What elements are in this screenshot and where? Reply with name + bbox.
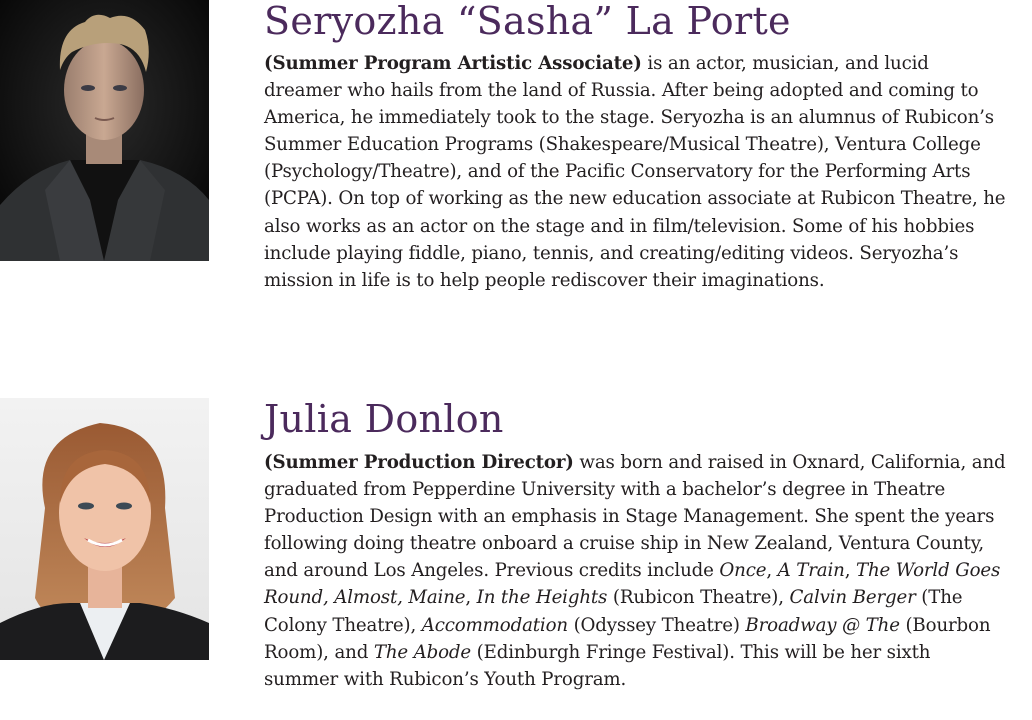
bio-text: , [465, 587, 477, 609]
bio-text: (Odyssey Theatre) [567, 614, 746, 636]
credit-title: Once [719, 560, 767, 582]
credit-title: Broadway @ The [745, 614, 900, 636]
bio-paragraph [264, 449, 1009, 693]
credit-title: The Abode [373, 641, 472, 663]
bio-text: is an actor, musician, and lucid dreamer who hails from the land of Russia. After being adopted and coming to America, he immediately took to the stage. Seryozha is an alumnus of Rubicon’s Summer Education Programs (Shakespeare/Musical Theatre), Ventura College (Psychology/Theatre), and of the Pacific Conservatory for the Performing Arts (PCPA). On top of working as the new education associate at Rubicon Theatre, he also works as an actor on the stage and in film/television. Some of his hobbies include playing fiddle, piano, tennis, and creating/editing videos. Seryozha’s mission in life is to help people rediscover their imaginations. [264, 53, 1006, 291]
credit-title: In the Heights [476, 587, 608, 609]
credit-title: The World Goes Round, Almost, Maine [264, 560, 1001, 609]
portrait-photo-man [0, 0, 209, 261]
role-title: (Summer Program Artistic Associate) [264, 53, 642, 74]
person-name: Seryozha “Sasha” La Porte [264, 0, 791, 43]
bio-text: , [766, 560, 778, 582]
bio-text: (Rubicon Theatre), [607, 587, 790, 609]
bio-paragraph [264, 50, 1009, 294]
portrait-photo-woman [0, 398, 209, 660]
credit-title: Accommodation [421, 614, 568, 636]
bio-text: (Bourbon Room), and [264, 614, 991, 663]
bio-text: was born and raised in Oxnard, California, and graduated from Pepperdine University with a bachelor’s degree in Theatre Production Design with an emphasis in Stage Management. She spent the years following doing theatre onboard a cruise ship in New Zealand, Ventura County, and around Los Angeles. Previous credits include [264, 452, 1006, 582]
credit-title: Calvin Berger [789, 587, 916, 609]
bio-text: , [844, 560, 856, 582]
bio-text: (Edinburgh Fringe Festival). This will be her sixth summer with Rubicon’s Youth Program. [264, 641, 931, 690]
bio-text: (The Colony Theatre), [264, 587, 963, 636]
role-title: (Summer Production Director) [264, 452, 574, 473]
person-name: Julia Donlon [264, 397, 504, 441]
credit-title: A Train [777, 560, 845, 582]
photo-illustration [0, 398, 209, 660]
photo-illustration [0, 0, 209, 261]
